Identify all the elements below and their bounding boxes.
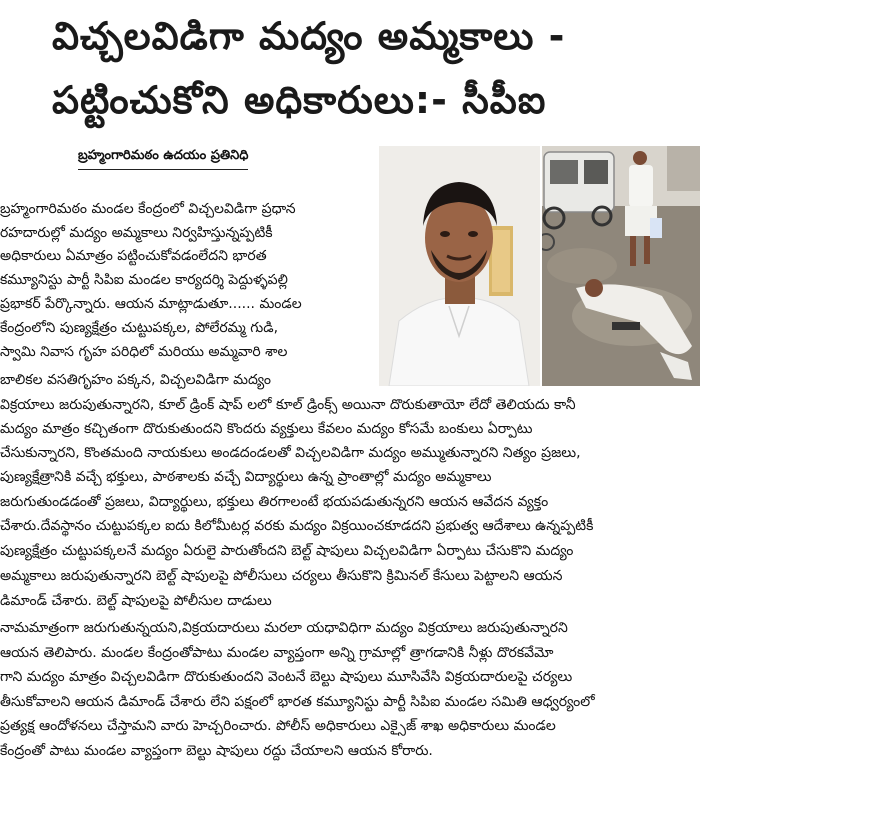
- body-line: పుణ్యక్షేత్రం చుట్టుపక్కలనే మద్యం ఏరులై పారుతోందని బెల్ట్ షాపులు విచ్చలవిడిగా ఏర్పాటు చేసుకొని మద్యం: [0, 543, 574, 559]
- body-line: బాలికల వసతిగృహం పక్కన, విచ్చలవిడిగా మద్యం: [0, 372, 271, 388]
- body-line: ఆయన తెలిపారు. మండల కేంద్రంతోపాటు మండల వ్యాప్తంగా అన్ని గ్రామాల్లో త్రాగడానికి నీళ్లు దొరకవేమో: [0, 645, 554, 661]
- body-line: రహదారుల్లో మద్యం అమ్మకాలు నిర్వహిస్తున్నప్పటికీ: [0, 225, 273, 241]
- street-photo: [542, 146, 700, 386]
- body-line: డిమాండ్ చేశారు. బెల్ట్ షాపులపై పోలీసుల దాడులు: [0, 593, 272, 609]
- body-line: బ్రహ్మంగారిమఠం మండల కేంద్రంలో విచ్చలవిడిగా ప్రధాన: [0, 201, 296, 217]
- body-line: గాని మద్యం మాత్రం విచ్చలవిడిగా దొరుకుతుందని వెంటనే బెల్టు షాపులు మూసివేసి విక్రయదారులపై చర్యలు: [0, 669, 573, 685]
- body-line: నామమాత్రంగా జరుగుతున్నయని,విక్రయదారులు మరలా యధావిధిగా మద్యం విక్రయాలు జరుపుతున్నారని: [0, 620, 568, 636]
- body-line: పుణ్యక్షేత్రానికి వచ్చే భక్తులు, పాఠశాలకు వచ్చే విద్యార్థులు ఉన్న ప్రాంతాల్లో మద్యం అమ్మకాలు: [0, 469, 492, 485]
- body-line: అమ్మకాలు జరుపుతున్నారని బెల్ట్ షాపులపై పోలీసులు చర్యలు తీసుకొని క్రిమినల్ కేసులు పెట్టాలని ఆయన: [0, 568, 563, 584]
- body-line: తీసుకోవాలని ఆయన డిమాండ్ చేశారు లేని పక్షంలో భారత కమ్యూనిస్టు పార్టీ సిపిఐ మండల సమితి ఆధ్వర్యంలో: [0, 694, 595, 710]
- body-line: ప్రభాకర్ పేర్కొన్నారు. ఆయన మాట్లాడుతూ...... మండల: [0, 296, 302, 312]
- headline-line-1: విచ్చలవిడిగా మద్యం అమ్మకాలు -: [52, 14, 566, 58]
- portrait-photo: [379, 146, 540, 386]
- body-line: కేంద్రంలోని పుణ్యక్షేత్రం చుట్టుపక్కల, పోలేరమ్మ గుడి,: [0, 320, 279, 336]
- body-line: చేశారు.దేవస్థానం చుట్టుపక్కల ఐదు కిలోమీటర్ల వరకు మద్యం విక్రయించకూడదని ప్రభుత్వ ఆదేశాలు ఉన్నప్పటికీ: [0, 518, 594, 534]
- headline-line-2: పట్టించుకోని అధికారులు:- సీపీఐ: [52, 78, 547, 122]
- body-line: అధికారులు ఏమాత్రం పట్టించుకోవడంలేదని భారత: [0, 248, 267, 264]
- body-line: కమ్యూనిస్టు పార్టీ సిపిఐ మండల కార్యదర్శి పెద్దుళ్ళపల్లి: [0, 272, 288, 288]
- body-line: చేసుకున్నారని, కొంతమంది నాయకులు అండదండలతో విచ్చలవిడిగా మద్యం అమ్ముతున్నారని నిత్యం ప్రజలు,: [0, 445, 581, 461]
- byline: బ్రహ్మంగారిమఠం ఉదయం ప్రతినిధి: [78, 148, 248, 170]
- body-line: స్వామి నివాస గృహ పరిధిలో మరియు అమ్మవారి శాల: [0, 344, 288, 360]
- body-line: ప్రత్యక్ష ఆందోళనలు చేస్తామని వారు హెచ్చరించారు. పోలీస్ అధికారులు ఎక్సైజ్ శాఖ అధికారులు మండల: [0, 718, 556, 734]
- body-line: మద్యం మాత్రం కచ్చితంగా దొరుకుతుందని కొందరు వ్యక్తులు కేవలం మద్యం కోసమే బంకులు ఏర్పాటు: [0, 421, 533, 437]
- body-line: కేంద్రంతో పాటు మండల వ్యాప్తంగా బెల్టు షాపులు రద్దు చేయాలని ఆయన కోరారు.: [0, 743, 433, 759]
- body-line: విక్రయాలు జరుపుతున్నారని, కూల్ డ్రింక్ షాప్ లలో కూల్ డ్రింక్స్ అయినా దొరుకుతాయో లేదో తెలియదు కానీ: [0, 397, 576, 413]
- body-line: జరుగుతుండడంతో ప్రజలు, విద్యార్థులు, భక్తులు తిరగాలంటే భయపడుతున్నరని ఆయన ఆవేదన వ్యక్తం: [0, 494, 549, 510]
